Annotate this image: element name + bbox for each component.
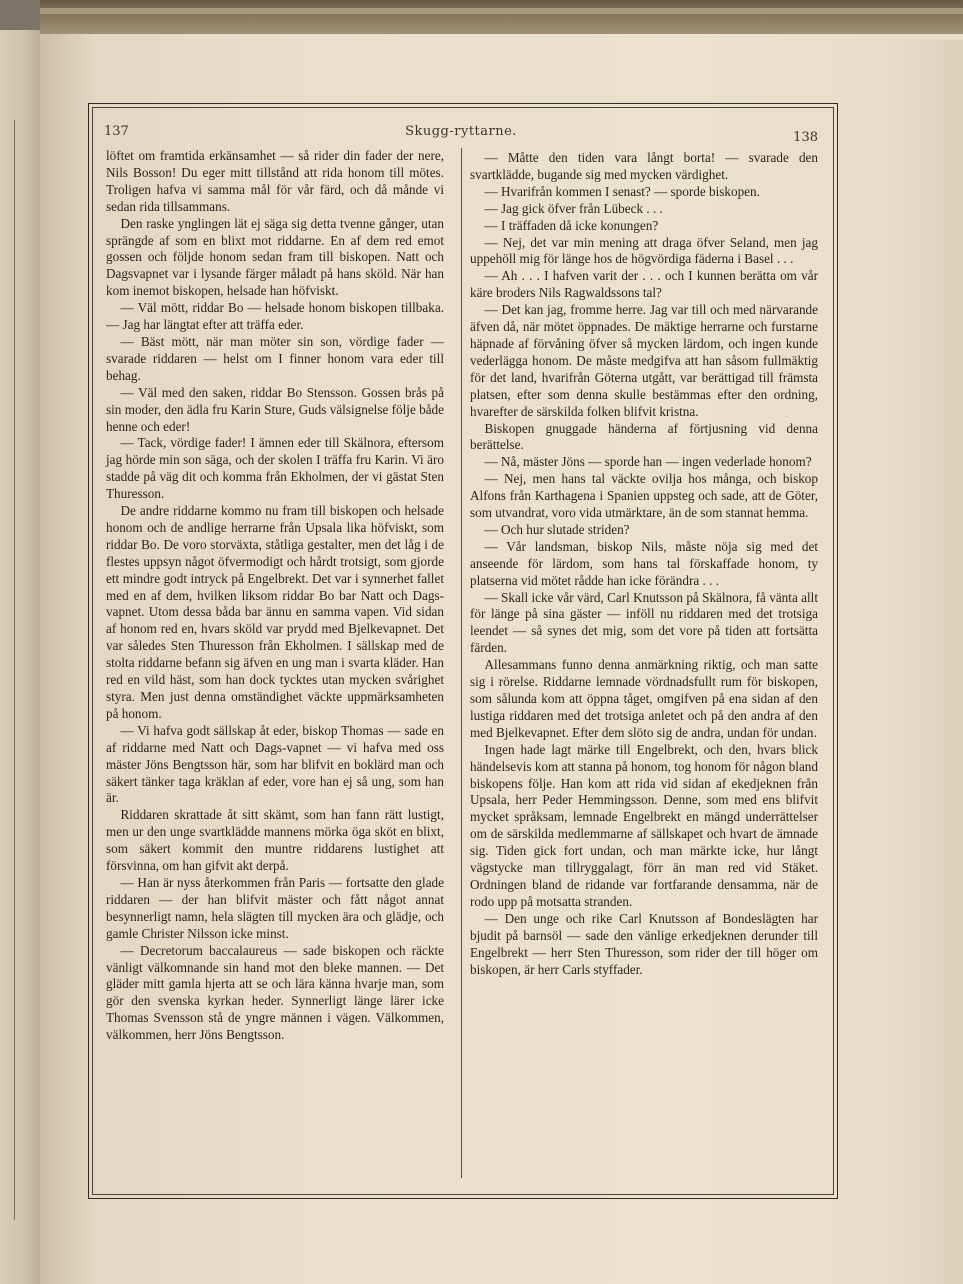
page-header <box>100 124 822 148</box>
paragraph: — Nej, det var min mening att draga öfver Seland, men jag uppehöll mig för länge hos de högvördiga fäderna i Basel . . . <box>470 234 818 267</box>
paragraph: — Nå, mäster Jöns — sporde han — ingen vederlade honom? <box>484 454 812 470</box>
paragraph: Allesammans funno denna anmärkning riktig, och man satte sig i rörelse. Riddarne lemnade vördnadsfullt rum för biskopen, som sålunda kom att öppna tåget, omgifven på ena sidan af den lustiga riddaren med det trotsiga anletet och på den andra af den med Bjelkevapnet. Efter dem slöto sig de andra, undan för undan. <box>470 657 818 740</box>
paragraph: — Och hur slutade striden? <box>484 521 630 537</box>
previous-page-edge <box>0 30 40 1284</box>
paragraph: — Måtte den tiden vara långt borta! — svarade den svartklädde, bugande sig med mycken värdighet. <box>470 150 818 182</box>
paragraph: — I träffaden då icke konungen? <box>484 217 659 233</box>
paragraph: — Nej, men hans tal väckte ovilja hos många, och biskop Alfons från Karthagena i Spanien uppsteg och sade, att de Göter, som utvandrat, voro vida utmärktare, än de som stannat hemma. <box>470 471 818 521</box>
paragraph: De andre riddarne kommo nu fram till biskopen och helsade honom och de andlige herrarne från Upsala lika höfviskt, som riddar Bo. De voro storväxta, ståtliga gestalter, men det låg i de flestes uppsyn något öfvermodigt och hårdt trotsigt, som gjorde ett mindre godt intryck på Engelbrekt. Det var i synnerhet fallet med en af dem, hvilken liksom riddar Bo bar Natt och Dags-vapnet. Utom dessa båda bar ännu en samma vapen. Vid sidan af honom red en, hvars sköld var prydd med Bjelkevapnet. Det var således Sten Thuresson från Ekholmen. I sällskap med de stolta riddarne befann sig äfven en ung man i svarta kläder. Han red en vild häst, som han dock tycktes utan mycken svårighet styra. Men just denna omständighet väckte uppmärksamheten på honom. <box>106 503 444 721</box>
paragraph: löftet om framtida erkänsamhet — så rider din fader der nere, Nils Bosson! Du eger mitt tillstånd att rida honom till mötes. Troligen hafva vi samma mål för vår färd, och då månde vi sedan rida tillsammans. <box>106 148 444 214</box>
paragraph: — Skall icke vår värd, Carl Knutsson på Skälnora, få vänta allt för länge på sina gäster — inföll nu riddaren med det trotsiga leendet — så synes det mig, som det vore på tiden att fortsätta färden. <box>470 589 818 656</box>
paragraph: — Väl med den saken, riddar Bo Stensson. Gossen brås på sin moder, den ädla fru Karin Sture, Guds välsignelse följe både henne och eder! <box>106 384 444 434</box>
right-page-number: 138 <box>793 130 818 145</box>
paragraph: — Decretorum baccalaureus — sade biskopen och räckte vänligt välkomnande sin hand mot den bleke mannen. — Det gläder mitt gamla hjerta att se och lära känna hvarje man, som gör den svenska kyrkan heder. Synnerligt länge lärer icke Thomas Svensson stå de yngre männen i vägen. Välkommen, välkommen, herr Jöns Bengtsson. <box>106 942 444 1043</box>
running-title: Skugg-ryttarne. <box>405 124 517 139</box>
paragraph: — Den unge och rike Carl Knutsson af Bondeslägten har bjudit på barnsöl — sade den vänlige erkedjeknen derunder till Engelbrekt — herr Sten Thuresson, som rider der till höger om biskopen, är herr Carls styffader. <box>470 910 818 977</box>
paragraph: Ingen hade lagt märke till Engelbrekt, och den, hvars blick händelsevis kom att stanna på honom, tog honom för någon bland biskopens följe. Han kom att rida vid sidan af ekedjeknen från Upsala, herr Peder Hemmingsson. Denne, som med ens blifvit mycket språksam, lemnade Engelbrekt en mängd underrättelser om de särskilda medlemmarne af sällskapet och hvart de ämnade sig. Tiden gick fort undan, och man märkte icke, hur långt vägstycke man tillryggalagt, förr än man red vid Stäket. Ordningen bland de ridande var fortfarande densamma, när de rodo upp på motsatta stranden. <box>470 741 818 909</box>
paragraph: — Han är nyss återkommen från Paris — fortsatte den glade riddaren — der han blifvit mäster och fått något annat besynnerligt namn, hela slägten till mycken ära och glädje, och gamle Christer Nilsson icke minst. <box>106 874 444 941</box>
paragraph: — Jag gick öfver från Lübeck . . . <box>484 200 663 216</box>
paragraph: — Tack, vördige fader! I ämnen eder till Skälnora, eftersom jag hörde min son säga, och der skolen I träffa fru Karin. Vi äro stadde på väg dit och komma från Ekholmen, der vi gästat Sten Thuresson. <box>106 435 444 502</box>
paragraph: Den raske ynglingen lät ej säga sig detta tvenne gånger, utan sprängde af som en blixt mot riddarne. En af dem red emot gossen och följde honom sedan fram till biskopen. Natt och Dagsvapnet var i lysande färger måladt på hans sköld. När han kom inemot biskopen, helsade han höfviskt. <box>106 215 444 299</box>
paragraph: — Det kan jag, fromme herre. Jag var till och med närvarande äfven då, när mötet öppnades. De mäktige herrarne och furstarne häpnade af förvåning öfver så mycken lärdom, och ingen kunde vederlägga honom. De måste medgifva att han såsom fullmäktig för det land, hvarifrån Göterna utgått, var berättigad till främsta platsen, efter som denna skulle bestämmas efter den ordning, hvarefter de särskilda folken blifvit kristna. <box>470 302 818 419</box>
paragraph: — Väl mött, riddar Bo — helsade honom biskopen tillbaka. — Jag har längtat efter att träffa eder. <box>106 300 444 333</box>
paragraph: — Bäst mött, när man möter sin son, vördige fader — svarade riddaren — helst om I finner honom vara eder till behag. <box>106 333 444 383</box>
page-shading <box>880 40 963 1284</box>
paragraph: — Vår landsman, biskop Nils, måste nöja sig med det anseende för lärdom, som hans tal förskaffade honom, ty platserna vid mötet rådde han icke förändra . . . <box>470 538 818 588</box>
left-text-column <box>106 148 444 1044</box>
paragraph: — Hvarifrån kommen I senast? — sporde biskopen. <box>484 183 760 199</box>
paragraph: — Ah . . . I hafven varit der . . . och I kunnen berätta om vår käre broders Nils Ragwaldssons tal? <box>470 268 818 301</box>
left-page-number: 137 <box>104 124 129 139</box>
right-text-column <box>470 150 818 978</box>
paragraph: Riddaren skrattade åt sitt skämt, som han fann rätt lustigt, men ur den unge svartklädde mannens mörka öga sköt en blixt, som säkert kommit den muntre riddarens lustighet att försvinna, om han gifvit akt derpå. <box>106 807 444 874</box>
column-divider <box>461 148 462 1178</box>
paragraph: — Vi hafva godt sällskap åt eder, biskop Thomas — sade en af riddarne med Natt och Dags-vapnet — vi hafva med oss mäster Jöns Bengtsson här, som har blifvit en boklärd man och säkert tänker taga kräklan af eder, vore han ej så ung, som han är. <box>106 722 444 806</box>
paragraph: Biskopen gnuggade händerna af förtjusning vid denna berättelse. <box>470 420 818 453</box>
